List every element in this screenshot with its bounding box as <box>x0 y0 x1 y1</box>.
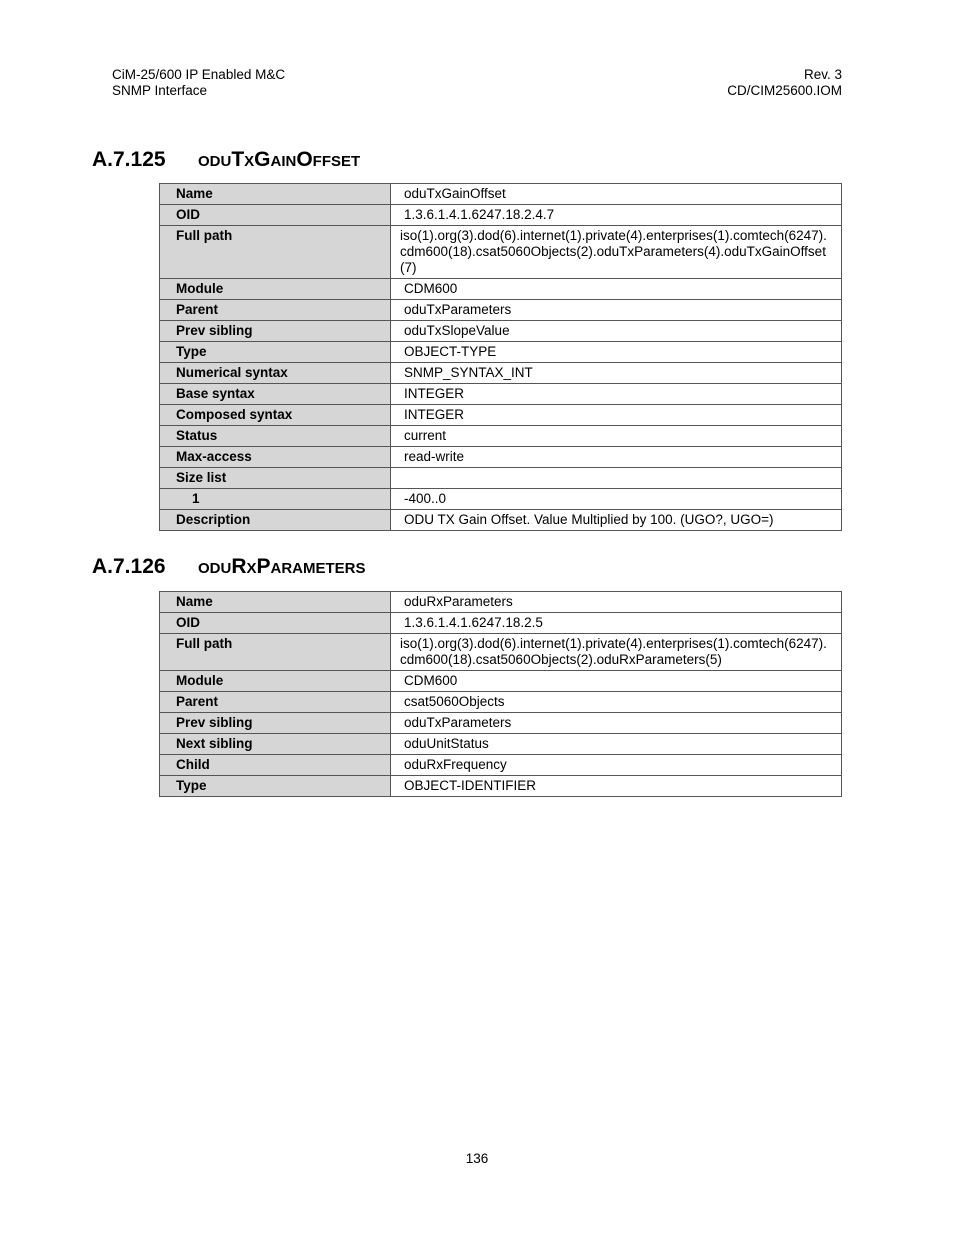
row-key: Prev sibling <box>160 321 391 342</box>
table-row <box>160 613 842 634</box>
revision-label: Rev. 3 <box>803 67 842 82</box>
row-key: Name <box>160 184 391 205</box>
row-value: oduRxFrequency <box>391 755 842 776</box>
row-key: Size list <box>160 468 391 489</box>
table-row <box>160 510 842 531</box>
row-key: Max-access <box>160 447 391 468</box>
row-value: csat5060Objects <box>391 692 842 713</box>
row-key: Next sibling <box>160 734 391 755</box>
row-key: OID <box>160 613 391 634</box>
document-title: CiM-25/600 IP Enabled M&C <box>112 67 286 82</box>
table-row <box>160 671 842 692</box>
row-value: iso(1).org(3).dod(6).internet(1).private(4).enterprises(1).comtech(6247).cdm600(18).csat5060Objects(2).oduRxParameters(5) <box>391 634 842 671</box>
section-name: oduTxGainOffset <box>198 148 361 171</box>
row-key: OID <box>160 205 391 226</box>
table-row <box>160 384 842 405</box>
mib-object-table <box>159 591 842 797</box>
table-row <box>160 342 842 363</box>
row-key: Module <box>160 279 391 300</box>
row-value: SNMP_SYNTAX_INT <box>391 363 842 384</box>
row-value: ODU TX Gain Offset. Value Multiplied by 100. (UGO?, UGO=) <box>391 510 842 531</box>
row-value: oduUnitStatus <box>391 734 842 755</box>
row-value: -400..0 <box>391 489 842 510</box>
table-row <box>160 713 842 734</box>
row-value: OBJECT-IDENTIFIER <box>391 776 842 797</box>
row-value: INTEGER <box>391 384 842 405</box>
section-heading <box>92 555 366 579</box>
table-row <box>160 405 842 426</box>
table-row <box>160 321 842 342</box>
row-key: Type <box>160 776 391 797</box>
row-value: oduTxSlopeValue <box>391 321 842 342</box>
row-value: CDM600 <box>391 279 842 300</box>
table-row <box>160 692 842 713</box>
section-heading <box>92 148 360 172</box>
row-key: Module <box>160 671 391 692</box>
document-subtitle: SNMP Interface <box>112 83 208 98</box>
row-key: Status <box>160 426 391 447</box>
row-value: oduTxParameters <box>391 300 842 321</box>
page-header-right <box>727 67 842 99</box>
row-key: Numerical syntax <box>160 363 391 384</box>
row-value: OBJECT-TYPE <box>391 342 842 363</box>
row-key: Parent <box>160 300 391 321</box>
row-value: 1.3.6.1.4.1.6247.18.2.5 <box>391 613 842 634</box>
table-row <box>160 755 842 776</box>
row-key: Full path <box>160 226 391 279</box>
page-number: 136 <box>465 1151 489 1166</box>
row-key: Name <box>160 592 391 613</box>
table-row <box>160 592 842 613</box>
row-key: Child <box>160 755 391 776</box>
table-row <box>160 300 842 321</box>
table-row <box>160 447 842 468</box>
row-key: 1 <box>160 489 391 510</box>
row-key: Parent <box>160 692 391 713</box>
row-key: Type <box>160 342 391 363</box>
row-key: Full path <box>160 634 391 671</box>
section-name: oduRxParameters <box>198 555 366 578</box>
row-key: Description <box>160 510 391 531</box>
table-row <box>160 634 842 671</box>
row-key: Base syntax <box>160 384 391 405</box>
row-value: oduRxParameters <box>391 592 842 613</box>
document-code: CD/CIM25600.IOM <box>727 83 842 98</box>
row-value <box>391 468 842 489</box>
table-row <box>160 489 842 510</box>
table-row <box>160 776 842 797</box>
table-row <box>160 363 842 384</box>
table-row <box>160 426 842 447</box>
table-row <box>160 734 842 755</box>
row-value: 1.3.6.1.4.1.6247.18.2.4.7 <box>391 205 842 226</box>
row-key: Composed syntax <box>160 405 391 426</box>
section-number: A.7.125 <box>92 148 166 171</box>
table-row <box>160 468 842 489</box>
table-row <box>160 279 842 300</box>
mib-object-table <box>159 183 842 531</box>
row-value: current <box>391 426 842 447</box>
row-value: oduTxGainOffset <box>391 184 842 205</box>
row-value: INTEGER <box>391 405 842 426</box>
row-value: CDM600 <box>391 671 842 692</box>
row-value: iso(1).org(3).dod(6).internet(1).private(4).enterprises(1).comtech(6247).cdm600(18).csat5060Objects(2).oduTxParameters(4).oduTxGainOffset(7) <box>391 226 842 279</box>
page-header-left <box>112 67 285 99</box>
section-number: A.7.126 <box>92 555 166 578</box>
row-value: oduTxParameters <box>391 713 842 734</box>
table-row <box>160 226 842 279</box>
table-row <box>160 184 842 205</box>
row-value: read-write <box>391 447 842 468</box>
row-key: Prev sibling <box>160 713 391 734</box>
table-row <box>160 205 842 226</box>
